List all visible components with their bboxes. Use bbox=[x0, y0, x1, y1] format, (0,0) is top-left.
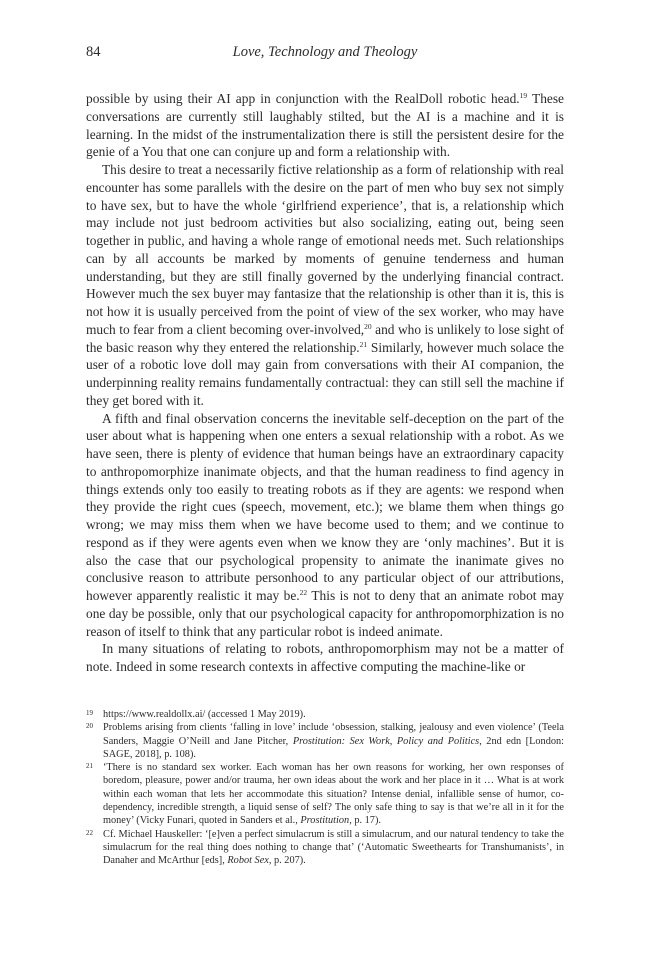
footnote-ref: 22 bbox=[299, 588, 308, 597]
italic-text: Prostitution bbox=[300, 815, 350, 827]
footnote-number: 19 bbox=[86, 709, 93, 717]
footnote-text bbox=[103, 762, 564, 826]
text-run: , p. 17). bbox=[349, 815, 381, 827]
footnote-text bbox=[103, 722, 564, 760]
paragraph bbox=[86, 161, 564, 410]
footnote-ref: 21 bbox=[359, 339, 368, 349]
footnote-number: 22 bbox=[86, 828, 93, 837]
text-run: Cf. Michael Hauskeller: ‘[e]ven a perfect simulacrum is still a simulacrum, and our natural tendency to take the simulacrum for the real thing does nothing to change that’ (‘Automatic Sweethearts for Transhumanists’, in Danaher and McArthur [eds], bbox=[103, 828, 564, 867]
footnote bbox=[86, 721, 564, 761]
italic-text: Prostitution: Sex Work, Policy and Politics bbox=[292, 735, 480, 747]
footnote-ref: 20 bbox=[364, 321, 372, 331]
footnote bbox=[86, 708, 564, 721]
page-number: 84 bbox=[86, 44, 101, 60]
text-run: and who is unlikely to lose sight of the basic reason why they entered the relationship. bbox=[86, 321, 564, 355]
text-run: Problems arising from clients ‘falling in love’ include ‘obsession, stalking, jealousy and even violence’ (Teela Sanders, Maggie O’Neill and Jane Pitcher, bbox=[103, 722, 564, 747]
text-run: , p. 207). bbox=[268, 855, 306, 867]
text-run: ‘There is no standard sex worker. Each woman has her own reasons for working, her own responses of boredom, pleasure, power and/or trauma, her own ideas about the work and her place in it … What is at work within each woman that lets her accommodate this situation? Intense denial, infallible sense of humor, co-dependency, incredible strength, a liquid sense of self? The only safe thing to say is that we’re all in it for the money’ (Vicky Funari, quoted in Sanders et al., bbox=[103, 762, 564, 827]
paragraph bbox=[86, 410, 564, 641]
paragraph bbox=[86, 640, 564, 676]
text-run: https://www.realdollx.ai/ (accessed 1 May 2019). bbox=[103, 709, 306, 720]
paragraph bbox=[86, 90, 564, 161]
footnote-number: 20 bbox=[86, 722, 93, 731]
footnote-text bbox=[103, 709, 306, 720]
footnote bbox=[86, 761, 564, 827]
running-title: Love, Technology and Theology bbox=[232, 44, 418, 60]
italic-text: Robot Sex bbox=[227, 855, 269, 867]
text-run: This desire to treat a necessarily fictive relationship as a form of relationship with real encounter has some parallels with the desire on the part of men who buy sex not simply to have sex, but to have the whole ‘girlfriend experience’, that is, a relationship which may include not just bedroom activities but also socializing, eating out, being seen together in public, and having a whole range of emotional needs met. Such relationships can by all accounts be marked by moments of genuine tenderness and human understanding, but they are still finally governed by the underlying financial contract. However much the sex buyer may fantasize that the relationship is other than it is, this is not how it is usually perceived from the point of view of the sex worker, who may have much to fear from a client becoming over-involved, bbox=[86, 162, 564, 337]
text-run: , 2nd edn [London: SAGE, 2018], p. 108). bbox=[103, 735, 565, 760]
text-run: This is not to deny that an animate robot may one day be possible, only that our psychological capacity for anthropomorphization is no reason of itself to think that any particular robot is indeed animate. bbox=[86, 588, 565, 639]
running-header bbox=[86, 44, 564, 64]
footnote bbox=[86, 828, 564, 868]
footnote-ref: 19 bbox=[519, 91, 528, 100]
footnote-text bbox=[103, 829, 564, 867]
text-run: A fifth and final observation concerns the inevitable self-deception on the part of the user about what is happening when one enters a sexual relationship with a robot. As we have seen, there is plenty of evidence that human beings have an extraordinary capacity to anthropomorphize inanimate objects, and that the human readiness to find agency in things extends only too easily to treating robots as if they are agents: we respond when they provide the right cues (speech, movement, etc.); we blame them when things go wrong; we may miss them when we have become used to them; and we continue to respond as if they were agents even when we know they are ‘only machines’. But it is also the case that our psychological propensity to animate the inanimate gives no conclusive reason to attribute personhood to any particular object of our attributions, however apparently realistic it may be. bbox=[86, 410, 564, 603]
text-run: These conversations are currently still laughably stilted, but the AI is a machine and it is learning. In the midst of the instrumentalization there is still the persistent desire for the genie of a You that one can conjure up and form a relationship with. bbox=[86, 91, 564, 160]
text-run: Similarly, however much solace the user of a robotic love doll may gain from conversations with their AI companion, the underpinning reality remains fundamentally contractual: they can still sell the machine if they get bored with it. bbox=[86, 339, 564, 408]
text-run: possible by using their AI app in conjunction with the RealDoll robotic head. bbox=[86, 91, 520, 106]
text-run: In many situations of relating to robots, anthropomorphism may not be a matter of note. Indeed in some research contexts in affective computing the machine-like or bbox=[86, 641, 564, 674]
footnotes bbox=[86, 708, 564, 868]
body-text bbox=[86, 90, 564, 676]
footnote-number: 21 bbox=[86, 762, 93, 771]
